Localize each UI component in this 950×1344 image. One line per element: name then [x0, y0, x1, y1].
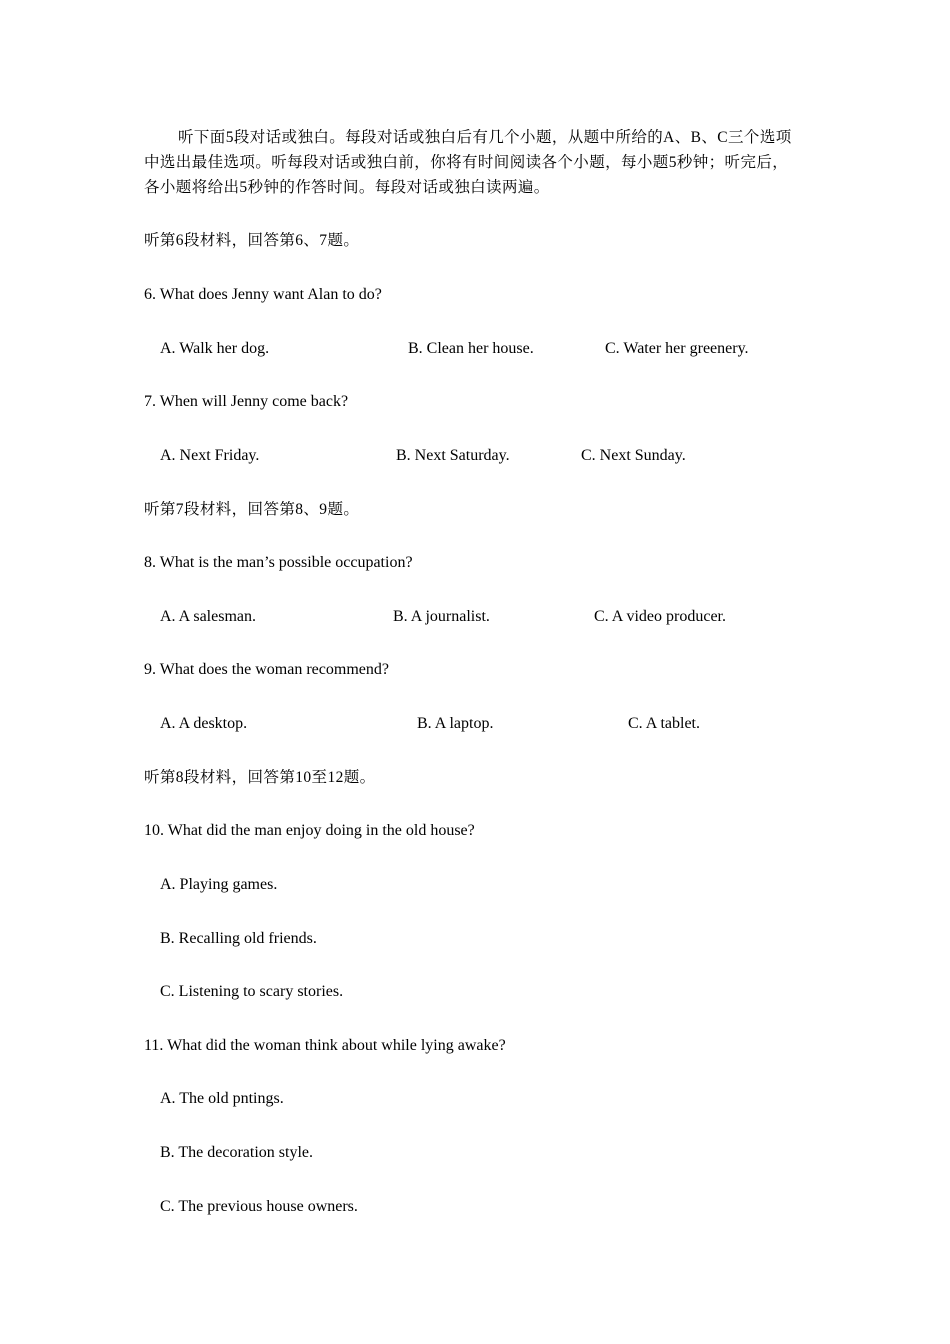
question-11: 11. What did the woman think about while lying awake? — [144, 1037, 506, 1054]
q11-option-c: C. The previous house owners. — [160, 1198, 358, 1215]
section-7-heading: 听第7段材料，回答第8、9题。 — [144, 501, 360, 518]
q9-option-b: B. A laptop. — [417, 715, 494, 732]
q8-option-c: C. A video producer. — [594, 608, 726, 625]
q7-option-a: A. Next Friday. — [160, 447, 260, 464]
listening-instructions: 听下面5段对话或独白。每段对话或独白后有几个小题，从题中所给的A、B、C三个选项中选出最佳选项。听每段对话或独白前，你将有时间阅读各个小题，每小题5秒钟；听完后，各小题将给出5秒钟的作答时间。每段对话或独白读两遍。 — [144, 129, 792, 196]
q8-option-b: B. A journalist. — [393, 608, 490, 625]
q11-option-a: A. The old pntings. — [160, 1090, 284, 1107]
q9-option-a: A. A desktop. — [160, 715, 248, 732]
q10-option-a: A. Playing games. — [160, 876, 278, 893]
question-7: 7. When will Jenny come back? — [144, 393, 349, 410]
question-8: 8. What is the man’s possible occupation? — [144, 554, 413, 571]
q8-option-a: A. A salesman. — [160, 608, 256, 625]
q6-option-a: A. Walk her dog. — [160, 340, 270, 357]
section-8-heading: 听第8段材料，回答第10至12题。 — [144, 769, 376, 786]
question-9: 9. What does the woman recommend? — [144, 661, 389, 678]
q9-option-c: C. A tablet. — [628, 715, 700, 732]
q6-option-b: B. Clean her house. — [408, 340, 534, 357]
q11-option-b: B. The decoration style. — [160, 1144, 313, 1161]
q10-option-c: C. Listening to scary stories. — [160, 983, 344, 1000]
question-6: 6. What does Jenny want Alan to do? — [144, 286, 382, 303]
q7-option-b: B. Next Saturday. — [396, 447, 510, 464]
q7-option-c: C. Next Sunday. — [581, 447, 686, 464]
question-10: 10. What did the man enjoy doing in the old house? — [144, 822, 475, 839]
q10-option-b: B. Recalling old friends. — [160, 930, 317, 947]
q6-option-c: C. Water her greenery. — [605, 340, 749, 357]
section-6-heading: 听第6段材料，回答第6、7题。 — [144, 232, 360, 249]
